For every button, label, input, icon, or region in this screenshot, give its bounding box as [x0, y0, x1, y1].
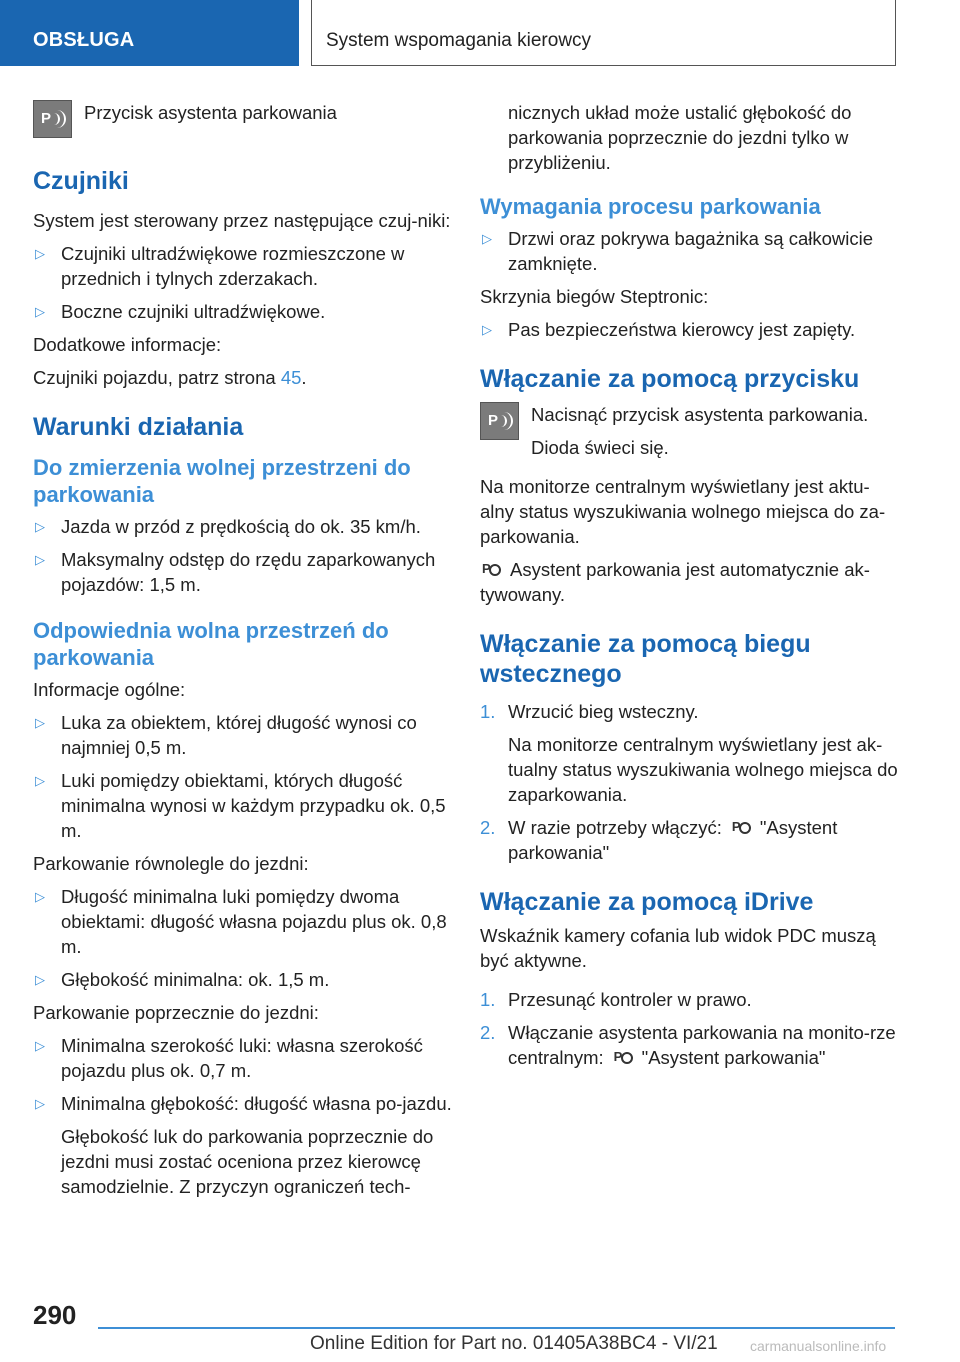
sensors-intro: System jest sterowany przez następujące czuj-niki:	[33, 210, 451, 231]
button-steps: Nacisnąć przycisk asystenta parkowania. Dioda świeci się.	[531, 404, 869, 458]
list-item: ▷ Długość minimalna luki pomiędzy dwoma obiektami: długość własna pojazdu plus ok. 0,8 m.	[35, 886, 447, 957]
perpendicular-intro: Parkowanie poprzecznie do jezdni:	[33, 1002, 319, 1023]
heading-space: Odpowiednia wolna przestrzeń do parkowania	[33, 618, 389, 670]
list-item: 1. Wrzucić bieg wsteczny. Na monitorze centralnym wyświetlany jest ak-tualny status wyszukiwania wolnego miejsca do zaparkowania.	[480, 701, 898, 805]
triangle-bullet-icon: ▷	[35, 1038, 45, 1053]
triangle-bullet-icon: ▷	[35, 1096, 45, 1111]
right-column	[480, 100, 900, 1078]
triangle-bullet-icon: ▷	[35, 972, 45, 987]
heading-button-activation: Włączanie za pomocą przycisku	[480, 365, 860, 393]
triangle-bullet-icon: ▷	[35, 552, 45, 567]
list-item: ▷ Boczne czujniki ultradźwiękowe.	[35, 301, 326, 322]
general-info-label: Informacje ogólne:	[33, 679, 186, 700]
triangle-bullet-icon: ▷	[35, 715, 45, 730]
list-item: ▷ Minimalna głębokość: długość własna po-jazdu. Głębokość luk do parkowania poprzecznie do jezdni musi zostać oceniona przez kierowcę samodzielnie. Z przyczyn ograniczeń tech-	[35, 1093, 452, 1197]
list-item: ▷ Luka za obiektem, której długość wynosi co najmniej 0,5 m.	[35, 712, 417, 758]
section-tab	[0, 0, 299, 66]
triangle-bullet-icon: ▷	[35, 773, 45, 788]
list-item: ▷ Drzwi oraz pokrywa bagażnika są całkowicie zamknięte.	[482, 228, 874, 274]
section-label: OBSŁUGA	[33, 29, 135, 51]
heading-measure: Do zmierzenia wolnej przestrzeni do parkowania	[33, 455, 411, 507]
list-item: 1. Przesunąć kontroler w prawo.	[480, 989, 752, 1010]
chapter-title-box	[311, 0, 896, 66]
list-item: ▷ Luki pomiędzy obiektami, których długość minimalna wynosi w każdym przypadku ok. 0,5 m.	[35, 770, 446, 841]
park-assist-button-icon: P	[480, 402, 519, 440]
park-assist-button-icon: P	[33, 100, 72, 138]
triangle-bullet-icon: ▷	[482, 322, 492, 337]
triangle-bullet-icon: ▷	[35, 246, 45, 261]
parallel-intro: Parkowanie równolegle do jezdni:	[33, 853, 309, 874]
auto-activation-text: P Asystent parkowania jest automatycznie ak-tywowany.	[480, 559, 870, 605]
chapter-title: System wspomagania kierowcy	[326, 30, 592, 51]
more-info-label: Dodatkowe informacje:	[33, 334, 222, 355]
page-number: 290	[33, 1300, 77, 1330]
heading-idrive-activation: Włączanie za pomocą iDrive	[480, 888, 814, 916]
park-assistant-icon: P	[482, 558, 504, 578]
left-column	[33, 100, 453, 1207]
list-item: ▷ Minimalna szerokość luki: własna szerokość pojazdu plus ok. 0,7 m.	[35, 1035, 423, 1081]
page-header	[0, 0, 960, 66]
edition-text: Online Edition for Part no. 01405A38BC4 - VI/21	[310, 1333, 718, 1354]
perpendicular-note: Głębokość luk do parkowania poprzecznie do jezdni musi zostać oceniona przez kierowcę samodzielnie. Z przyczyn ograniczeń tech-	[61, 1126, 434, 1197]
heading-conditions: Warunki działania	[33, 413, 244, 441]
perpendicular-note-continued: nicznych układ może ustalić głębokość do parkowania poprzecznie do jezdni tylko w przybliżeniu.	[508, 102, 852, 173]
park-assist-button-label: Przycisk asystenta parkowania	[84, 102, 337, 123]
triangle-bullet-icon: ▷	[35, 889, 45, 904]
list-item: ▷ Maksymalny odstęp do rzędu zaparkowanych pojazdów: 1,5 m.	[35, 549, 436, 595]
triangle-bullet-icon: ▷	[482, 231, 492, 246]
triangle-bullet-icon: ▷	[35, 519, 45, 534]
list-item: ▷ Jazda w przód z prędkością do ok. 35 km/h.	[35, 516, 421, 537]
button-step-row	[480, 402, 900, 460]
list-item: ▷ Pas bezpieczeństwa kierowcy jest zapięty.	[482, 319, 856, 340]
park-assistant-icon: P	[614, 1046, 636, 1066]
park-assist-button-row	[33, 100, 453, 138]
park-assistant-icon: P	[732, 816, 754, 836]
page-link-45[interactable]: 45	[280, 367, 302, 388]
monitor-status-text: Na monitorze centralnym wyświetlany jest aktu-alny status wyszukiwania wolnego miejsca do za-parkowania.	[480, 476, 886, 547]
footer-divider	[98, 1327, 895, 1329]
list-item: ▷ Czujniki ultradźwiękowe rozmieszczone w przednich i tylnych zderzakach.	[35, 243, 405, 289]
list-item: 2. Włączanie asystenta parkowania na monito-rze centralnym: P "Asystent parkowania"	[480, 1022, 896, 1068]
triangle-bullet-icon: ▷	[35, 304, 45, 319]
heading-reverse-activation: Włączanie za pomocą biegu wstecznego	[480, 630, 811, 688]
heading-requirements: Wymagania procesu parkowania	[480, 194, 821, 219]
list-item: 2. W razie potrzeby włączyć: P "Asystent parkowania"	[480, 817, 838, 863]
steptronic-label: Skrzynia biegów Steptronic:	[480, 286, 709, 307]
watermark-text: carmanualsonline.info	[750, 1338, 887, 1354]
heading-sensors: Czujniki	[33, 167, 129, 195]
idrive-intro: Wskaźnik kamery cofania lub widok PDC muszą być aktywne.	[480, 925, 876, 971]
list-item: ▷ Głębokość minimalna: ok. 1,5 m.	[35, 969, 330, 990]
sensors-reference: Czujniki pojazdu, patrz strona 45.	[33, 367, 307, 388]
